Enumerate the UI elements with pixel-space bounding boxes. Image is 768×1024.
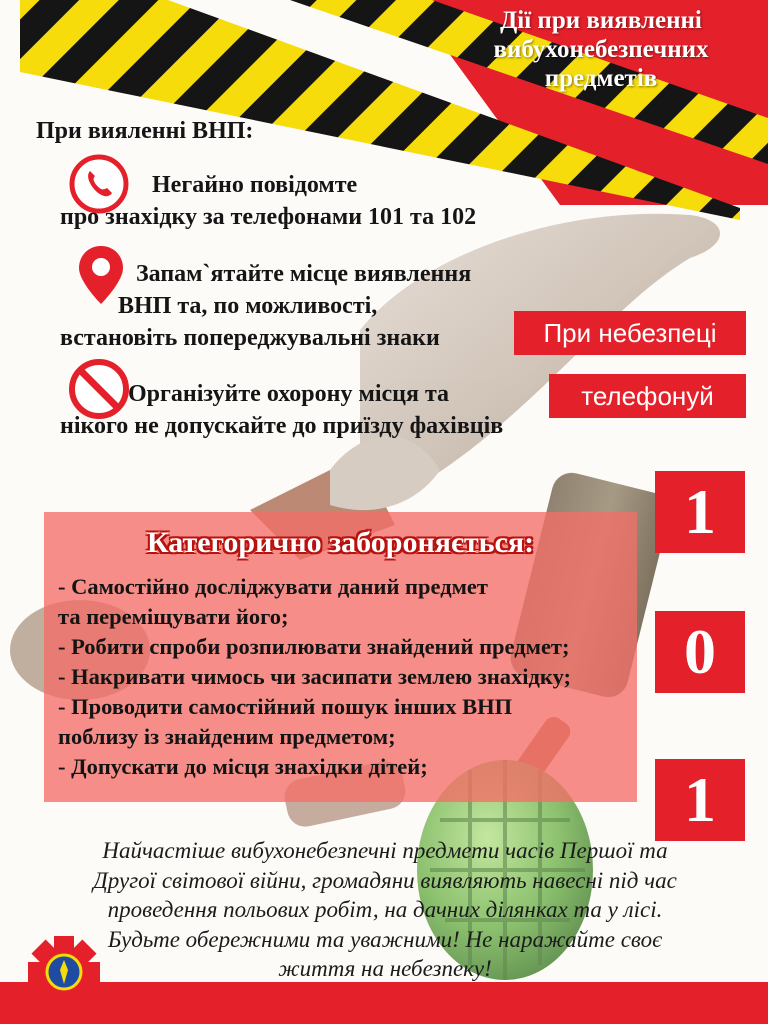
tag-call: телефонуй (549, 374, 746, 418)
step-guard-line-2: нікого не допускайте до приїзду фахівців (60, 413, 504, 439)
title-line-2: вибухонебезпечних (493, 36, 709, 63)
prohibited-box (44, 512, 637, 802)
list-item: - Робити спроби розпилювати знайдений предмет; (58, 634, 570, 659)
prohibited-title: Категорично забороняється: (146, 526, 535, 559)
list-item: - Самостійно досліджувати даний предмет (58, 574, 488, 599)
list-item: поблизу із знайденим предметом; (58, 724, 396, 749)
step-mark-line-1: Запам`ятайте місце виявлення (136, 261, 472, 287)
note-line-5: життя на небезпеку! (278, 956, 492, 981)
title-line-1: Дії при виявленні (500, 7, 702, 34)
step-mark-location (60, 258, 471, 354)
step-guard-line-1: Організуйте охорону місця та (128, 381, 450, 407)
step-notify-line-2: про знахідку за телефонами 101 та 102 (60, 204, 477, 230)
list-item: - Накривати чимось чи засипати землею знахідку; (58, 664, 572, 689)
page-title (456, 6, 746, 93)
list-item: - Допускати до місця знахідки дітей; (58, 754, 428, 779)
step-notify-line-1: Негайно повідомте (152, 172, 358, 198)
note-line-1: Найчастіше вибухонебезпечні предмети часів Першої та (102, 838, 668, 863)
prohibited-list (58, 572, 571, 782)
step-notify (60, 169, 476, 233)
dsns-emblem-icon (24, 932, 104, 1012)
digit-2: 0 (655, 611, 745, 693)
note-line-2: Другої світової війни, громадяни виявляють навесні під час (93, 867, 677, 893)
lead-heading: При вияленні ВНП: (36, 118, 254, 144)
list-item: - Проводити самостійний пошук інших ВНП (58, 694, 513, 719)
digit-1: 1 (655, 471, 745, 553)
bottom-red-bar (0, 982, 768, 1024)
step-mark-line-2: ВНП та, по можливості, (118, 293, 378, 319)
list-item: та переміщувати його; (58, 604, 289, 629)
note-line-4: Будьте обережними та уважними! Не наражайте своє (107, 926, 663, 952)
step-mark-line-3: встановіть попереджувальні знаки (60, 325, 440, 351)
advice-note (40, 836, 730, 984)
step-guard (60, 378, 503, 442)
title-line-3: предметів (544, 65, 658, 92)
note-line-3: проведення польових робіт, на дачних ділянках та у лісі. (107, 897, 663, 922)
digit-3: 1 (655, 759, 745, 841)
tag-in-danger: При небезпеці (514, 311, 746, 355)
